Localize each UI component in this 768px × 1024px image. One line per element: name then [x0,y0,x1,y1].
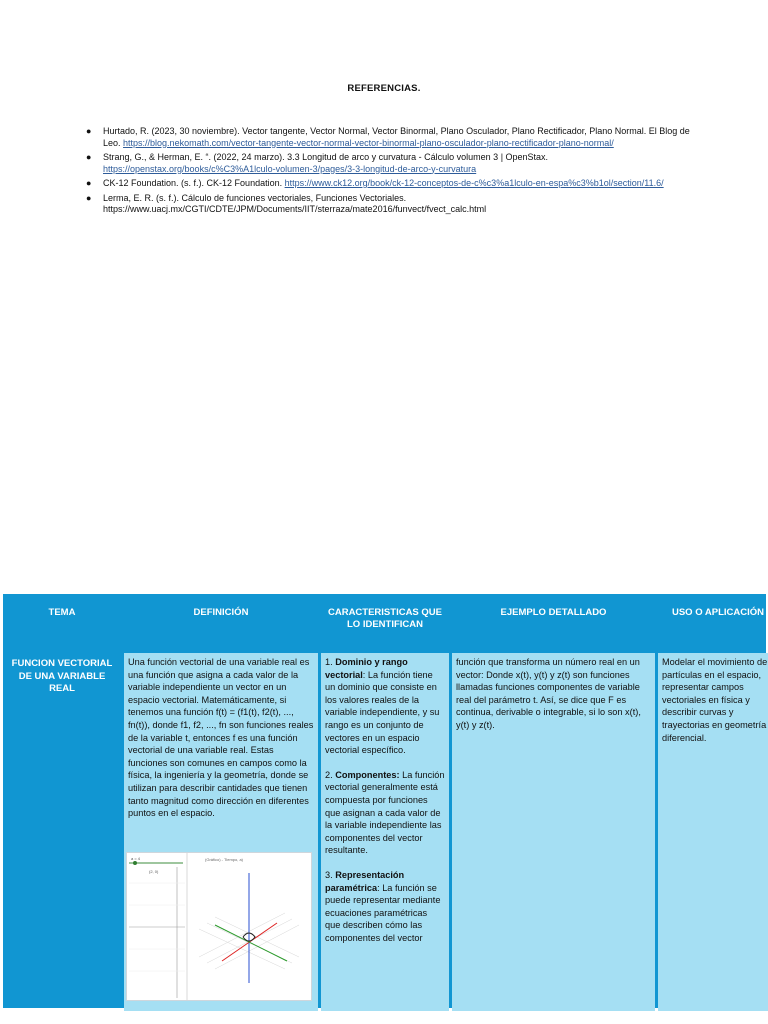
bullet-icon: ● [86,192,92,203]
caracteristica-1 [325,656,445,757]
cell-caracteristicas [321,653,449,1011]
header-uso: USO O APLICACIÓN [671,607,764,618]
reference-item [86,152,690,175]
header-caracteristicas: CARACTERISTICAS QUE LO IDENTIFICAN [327,607,442,630]
caracteristica-2 [325,769,445,857]
cell-ejemplo: función que transforma un número real en un vector: Donde x(t), y(t) y z(t) son funciones llamadas funciones componentes de variable real del parámetro t. Así, se dice que F es continua, derivable o integrable, si lo son x(t), y(t) y z(t). [452,653,655,1011]
header-tema: TEMA [48,607,76,618]
references-list [86,126,690,219]
graph-image [127,853,311,1000]
definicion-text: Una función vectorial de una variable real es una función que asigna a cada valor de la variable independiente un vector en un espacio vectorial. Matemáticamente, si tenemos una función f(t) = (f1(t), f2(t), ..., fn(t)), donde f1, f2, ..., fn son funciones reales de la variable t, entonces f es una función vectorial de una variable real. Estas funciones son comunes en campos como la física, la ingeniería y la geometría, donde se utilizan para describir cantidades que tienen tanto magnitud como dirección en diferentes puntos en el espacio. [128,657,314,819]
reference-text: Strang, G., & Herman, E. “. (2022, 24 marzo). 3.3 Longitud de arco y curvatura - Cálculo volumen 3 | OpenStax. [103,152,549,162]
reference-item [86,126,690,149]
header-ejemplo: EJEMPLO DETALLADO [500,607,607,618]
item-heading: Representación paramétrica [325,869,405,893]
reference-link[interactable]: https://openstax.org/books/c%C3%A1lculo-volumen-3/pages/3-3-longitud-de-arco-y-curvatura [103,163,477,174]
item-text: : La función se puede representar mediante ecuaciones paramétricas que describen cómo las componentes del vector [325,882,441,943]
cell-definicion [124,653,318,1011]
reference-text: CK-12 Foundation. (s. f.). CK-12 Foundation. [103,178,285,188]
item-text: : La función tiene un dominio que consiste en los valores reales de la variable independiente, y su rango es un conjunto de vectores en un espacio vectorial específico. [325,669,440,756]
view3d-title: (Gráfico) - Tiempo, a) [205,857,244,862]
concept-table [3,594,766,1008]
bullet-icon: ● [86,178,92,188]
point-label: (2, 0) [149,869,159,874]
cell-tema: FUNCION VECTORIAL DE UNA VARIABLE REAL [11,658,113,694]
reference-text: Hurtado, R. (2023, 30 noviembre). Vector tangente, Vector Normal, Vector Binormal, Plano Osculador, Plano Rectificador, Plano Normal. El Blog de Leo. [103,126,690,148]
header-definicion: DEFINICIÓN [193,607,249,618]
reference-text: Lerma, E. R. (s. f.). Cálculo de funciones vectoriales, Funciones Vectoriales. https://www.uacj.mx/CGTI/CDTE/JPM/Documents/IIT/sterraza/mate2016/funvect/fvect_calc.html [103,192,487,214]
item-number: 2. [325,769,336,780]
item-number: 3. [325,869,336,880]
caracteristica-3 [325,869,445,945]
reference-link[interactable]: https://www.ck12.org/book/ck-12-conceptos-de-c%c3%a1lculo-en-espa%c3%b1ol/section/11.6/ [284,178,664,188]
reference-item [86,193,690,216]
reference-link[interactable]: https://blog.nekomath.com/vector-tangente-vector-normal-vector-binormal-plano-osculador-plano-rectificador-plano-normal/ [123,137,614,148]
slider-label: a = 4 [131,856,141,861]
reference-item [86,178,690,190]
graph-thumbnail [126,852,312,1001]
cell-uso: Modelar el movimiento de partículas en el espacio, representar campos vectoriales en física y describir curvas y trayectorias en geometría diferencial. [658,653,768,1011]
item-heading: Componentes: [335,769,400,780]
bullet-icon: ● [86,126,92,136]
references-title: REFERENCIAS. [347,83,421,94]
item-heading: Dominio y rango vectorial [325,657,408,680]
bullet-icon: ● [86,152,92,162]
item-text: La función vectorial generalmente está compuesta por funciones que asignan a cada valor de la variable independiente las componentes del vector resultante. [325,769,445,856]
item-number: 1. [325,657,336,667]
